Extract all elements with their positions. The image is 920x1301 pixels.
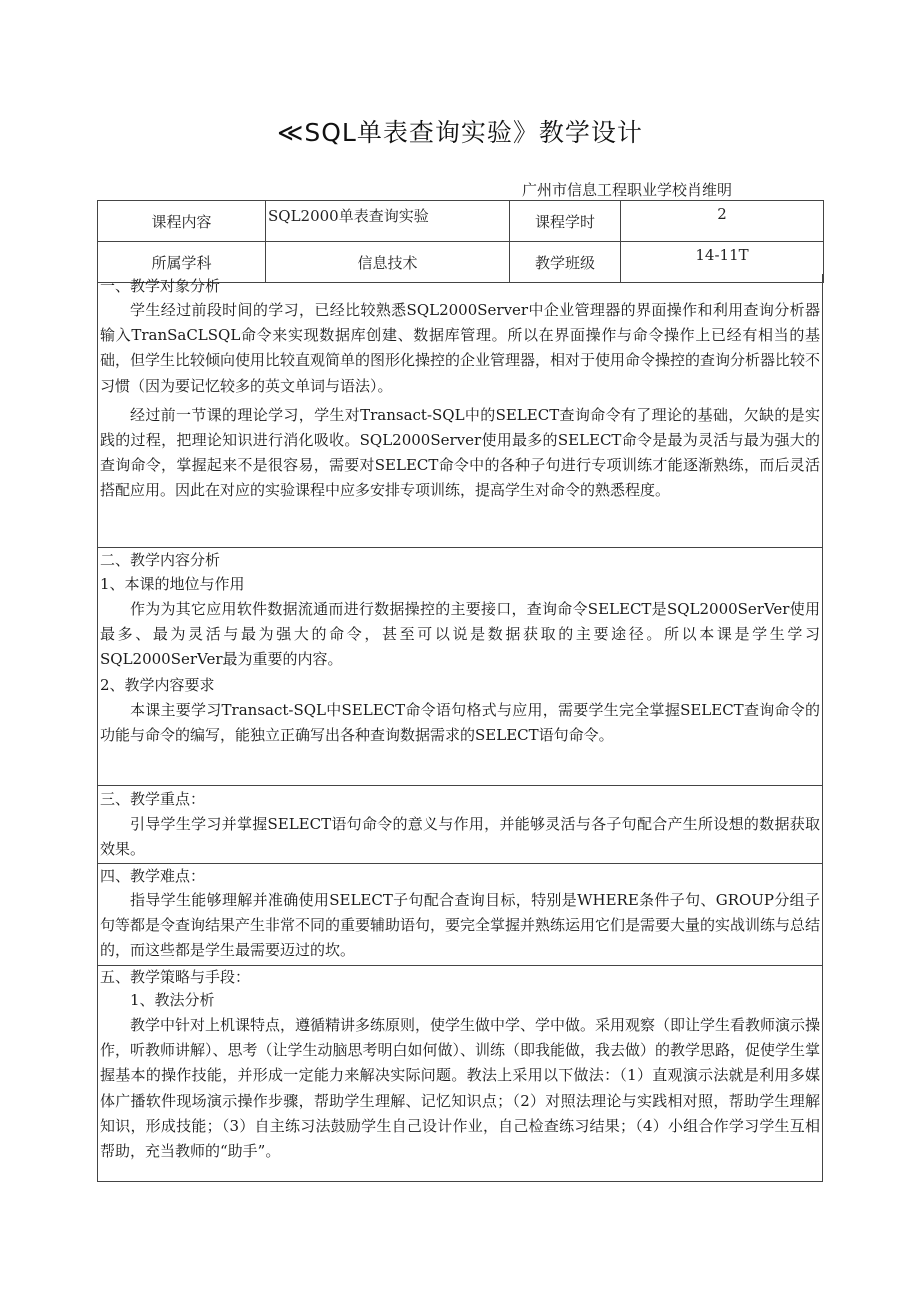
label-class: 教学班级 bbox=[510, 242, 621, 283]
section-heading: 一、教学对象分析 bbox=[100, 277, 221, 295]
sections-box bbox=[97, 274, 823, 1182]
value-course-content: SQL2000单表查询实验 bbox=[266, 201, 510, 242]
subheading: 2、教学内容要求 bbox=[100, 675, 215, 694]
section-heading: 二、教学内容分析 bbox=[100, 551, 221, 569]
paragraph: 学生经过前段时间的学习，已经比较熟悉SQL2000Server中企业管理器的界面操作和利用查询分析器输入TranSaCLSQL命令来实现数据库创建、数据库管理。所以在界面操作与命令操作上已经有相当的基础，但学生比较倾向使用比较直观简单的图形化操控的企业管理器，相对于使用命令操控的查询分析器比较不习惯（因为要记忆较多的英文单词与语法）。 bbox=[100, 301, 821, 395]
subheading: 1、本课的地位与作用 bbox=[100, 575, 245, 593]
paragraph: 经过前一节课的理论学习，学生对Transact-SQL中的SELECT查询命令有了理论的基础，欠缺的是实践的过程，把理论知识进行消化吸收。SQL2000Server使用最多的SELECT命令是最为灵活与最为强大的查询命令，掌握起来不是很容易，需要对SELECT命令中的各种子句进行专项训练才能逐渐熟练，而后灵活搭配应用。因此在对应的实验课程中应多安排专项训练，提高学生对命令的熟悉程度。 bbox=[100, 405, 820, 500]
paragraph: 教学中针对上机课特点，遵循精讲多练原则，使学生做中学、学中做。采用观察（即让学生看教师演示操作，听教师讲解）、思考（让学生动脑思考明白如何做）、训练（即我能做，我去做）的教学思路，促使学生掌握基本的操作技能，并形成一定能力来解决实际问题。教法上采用以下做法：（1）直观演示法就是利用多媒体广播软件现场演示操作步骤，帮助学生理解、记忆知识点；（2）对照法理论与实践相对照，帮助学生理解知识，形成技能；（3）自主练习法鼓励学生自己设计作业，自己检查练习结果；（4）小组合作学习学生互相帮助，充当教师的“助手”。 bbox=[100, 1016, 821, 1161]
label-course-hours: 课程学时 bbox=[510, 201, 621, 242]
value-course-hours: 2 bbox=[621, 201, 824, 242]
course-info-table bbox=[97, 200, 824, 283]
author-line: 广州市信息工程职业学校肖维明 bbox=[522, 181, 733, 199]
label-subject: 所属学科 bbox=[98, 242, 266, 283]
paragraph: 本课主要学习Transact-SQL中SELECT命令语句格式与应用，需要学生完全掌握SELECT查询命令的功能与命令的编写，能独立正确写出各种查询数据需求的SELECT语句命令。 bbox=[100, 700, 820, 744]
section-heading: 五、教学策略与手段： bbox=[100, 968, 251, 986]
paragraph: 作为为其它应用软件数据流通而进行数据操控的主要接口，查询命令SELECT是SQL2000SerVer使用最多、最为灵活与最为强大的命令，甚至可以说是数据获取的主要途径。所以本课是学生学习SQL2000SerVer最为重要的内容。 bbox=[100, 600, 820, 669]
section-heading: 四、教学难点： bbox=[100, 867, 206, 885]
section-key-points bbox=[98, 786, 822, 864]
paragraph: 指导学生能够理解并准确使用SELECT子句配合查询目标，特别是WHERE条件子句、GROUP分组子句等都是令查询结果产生非常不同的重要辅助语句，要完全掌握并熟练运用它们是需要大量的实战训练与总结的，而这些都是学生最需要迈过的坎。 bbox=[100, 891, 821, 960]
subheading: 1、教法分析 bbox=[130, 991, 215, 1009]
section-heading: 三、教学重点： bbox=[100, 790, 206, 808]
value-subject: 信息技术 bbox=[266, 242, 510, 283]
info-row-content bbox=[98, 201, 824, 242]
section-student-analysis bbox=[98, 274, 822, 548]
section-strategies bbox=[98, 966, 822, 1182]
label-course-content: 课程内容 bbox=[98, 201, 266, 242]
value-class: 14-11T bbox=[621, 242, 824, 283]
paragraph: 引导学生学习并掌握SELECT语句命令的意义与作用，并能够灵活与各子句配合产生所设想的数据获取效果。 bbox=[100, 815, 820, 859]
section-content-analysis bbox=[98, 548, 822, 786]
page-title: ≪SQL单表查询实验》教学设计 bbox=[277, 118, 643, 147]
section-difficulties bbox=[98, 864, 822, 966]
